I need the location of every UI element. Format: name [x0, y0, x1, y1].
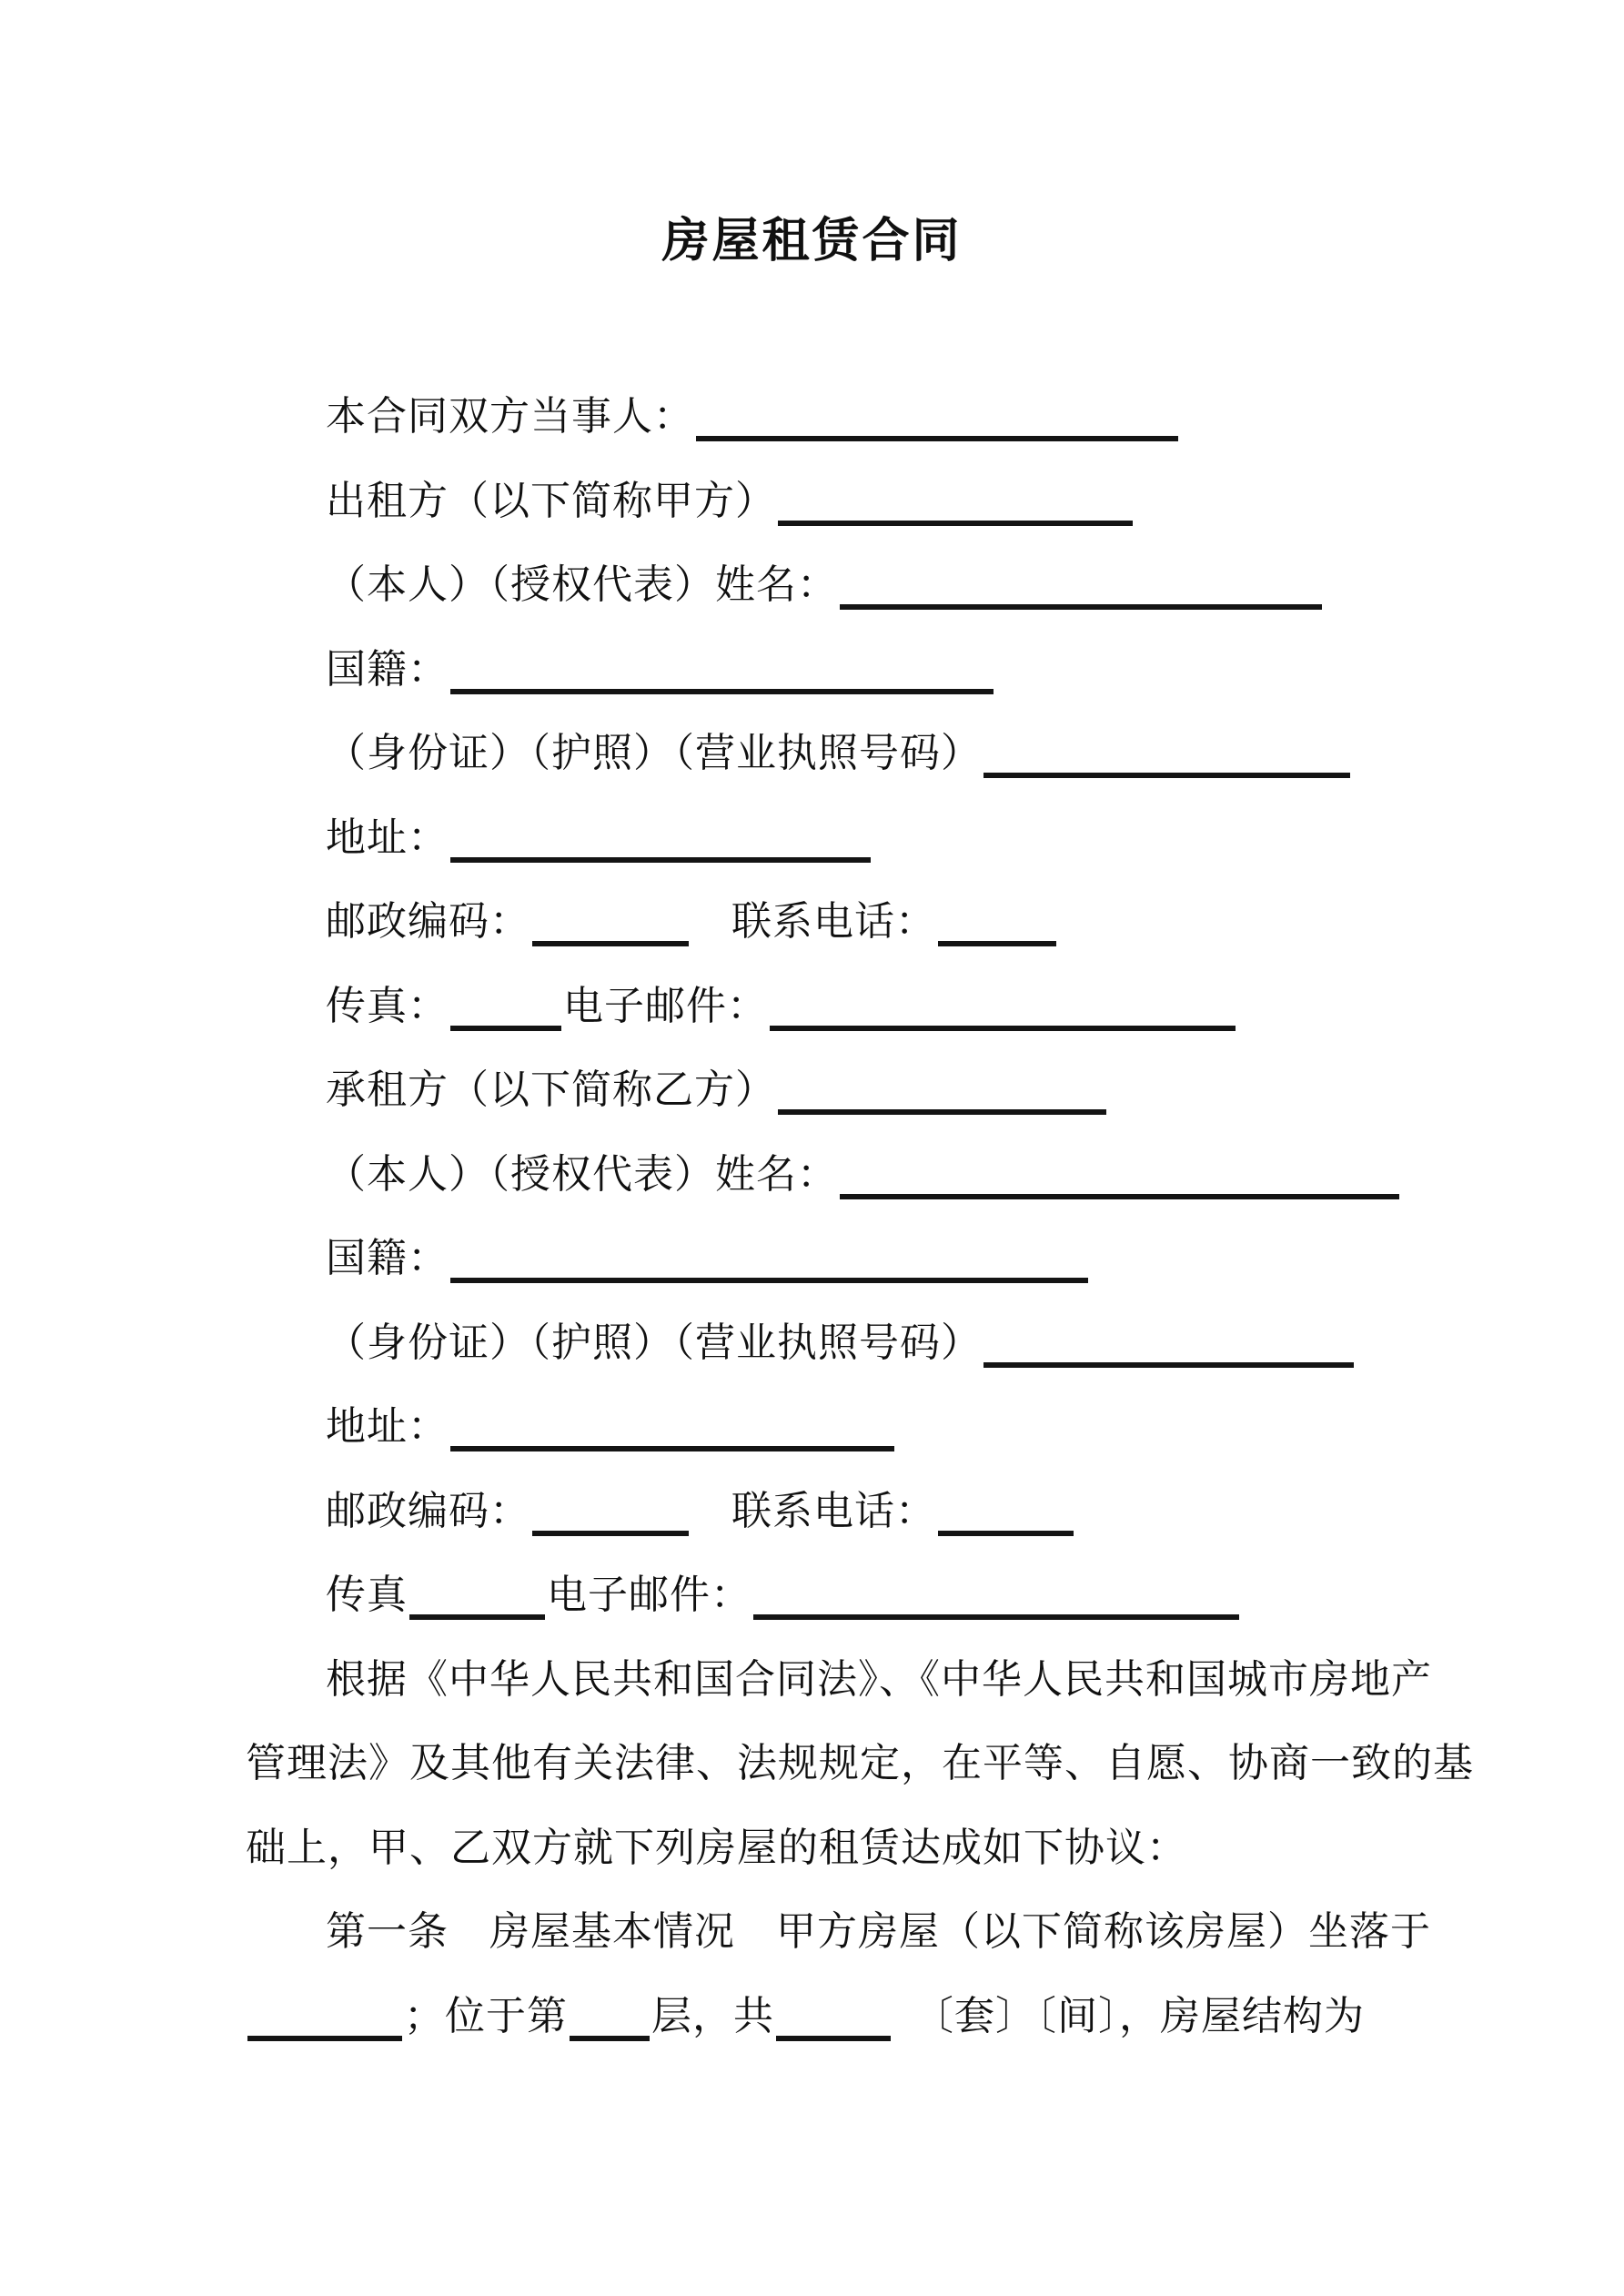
line-text: 联系电话： — [691, 1488, 936, 1533]
contract-line-11 — [246, 1217, 1519, 1301]
line-text: 出租方（以下简称甲方） — [326, 478, 776, 523]
line-text: 联系电话： — [691, 899, 936, 944]
fill-in-blank[interactable] — [840, 1194, 1399, 1199]
line-text: 国籍： — [326, 646, 449, 692]
contract-line-15 — [246, 1553, 1519, 1638]
line-text: 传真： — [326, 983, 449, 1028]
contract-line-1 — [246, 375, 1519, 460]
contract-line-16 — [246, 1638, 1519, 1723]
line-text: 层，共 — [651, 1993, 774, 2038]
line-text: （本人）（授权代表）姓名： — [326, 1151, 838, 1197]
line-text: 地址： — [326, 814, 449, 860]
contract-line-12 — [246, 1301, 1519, 1386]
contract-line-18 — [246, 1806, 1519, 1891]
contract-line-14 — [246, 1470, 1519, 1554]
contract-line-5 — [246, 712, 1519, 796]
contract-line-7 — [246, 880, 1519, 965]
line-text: 地址： — [326, 1404, 449, 1449]
line-text: 管理法》及其他有关法律、法规规定，在平等、自愿、协商一致的基 — [246, 1741, 1474, 1785]
document-title: 房屋租赁合同 — [661, 216, 963, 268]
fill-in-blank[interactable] — [983, 773, 1350, 778]
fill-in-blank[interactable] — [450, 857, 871, 863]
line-text: （本人）（授权代表）姓名： — [326, 562, 838, 607]
fill-in-blank[interactable] — [938, 941, 1056, 946]
line-text: ；位于第 — [404, 1993, 568, 2038]
fill-in-blank[interactable] — [532, 941, 689, 946]
fill-in-blank[interactable] — [247, 2036, 402, 2041]
line-text: 邮政编码： — [326, 1488, 530, 1533]
fill-in-blank[interactable] — [450, 689, 994, 694]
contract-line-3 — [246, 543, 1519, 628]
line-text: 本合同双方当事人： — [326, 394, 694, 439]
fill-in-blank[interactable] — [450, 1278, 1088, 1283]
fill-in-blank[interactable] — [450, 1026, 561, 1031]
contract-line-8 — [246, 965, 1519, 1049]
contract-line-2 — [246, 460, 1519, 544]
fill-in-blank[interactable] — [696, 436, 1178, 441]
line-text: 邮政编码： — [326, 899, 530, 944]
fill-in-blank[interactable] — [409, 1614, 545, 1620]
contract-line-13 — [246, 1385, 1519, 1470]
line-text: 电子邮件： — [547, 1573, 751, 1617]
contract-line-9 — [246, 1048, 1519, 1133]
contract-line-4 — [246, 628, 1519, 713]
line-text: （身份证）（护照）（营业执照号码） — [326, 1320, 982, 1365]
line-text: 第一条 房屋基本情况 甲方房屋（以下简称该房屋）坐落于 — [326, 1909, 1431, 1954]
line-text: 础上，甲、乙双方就下列房屋的租赁达成如下协议： — [246, 1825, 1187, 1870]
contract-line-10 — [246, 1133, 1519, 1218]
line-text: 电子邮件： — [563, 983, 768, 1028]
contract-line-6 — [246, 796, 1519, 881]
fill-in-blank[interactable] — [938, 1531, 1074, 1536]
contract-line-17 — [246, 1722, 1519, 1806]
line-text: 传真 — [326, 1573, 408, 1617]
line-text: 〔套〕〔间〕，房屋结构为 — [893, 1993, 1365, 2038]
fill-in-blank[interactable] — [770, 1026, 1236, 1031]
line-text: 根据《中华人民共和国合同法》、《中华人民共和国城市房地产 — [326, 1656, 1432, 1702]
fill-in-blank[interactable] — [532, 1531, 689, 1536]
line-text: （身份证）（护照）（营业执照号码） — [326, 731, 982, 775]
line-text: 国籍： — [326, 1236, 449, 1280]
fill-in-blank[interactable] — [570, 2036, 650, 2041]
contract-body — [246, 375, 1519, 2058]
fill-in-blank[interactable] — [776, 2036, 891, 2041]
fill-in-blank[interactable] — [778, 1109, 1106, 1115]
fill-in-blank[interactable] — [753, 1614, 1239, 1620]
line-text: 承租方（以下简称乙方） — [326, 1067, 776, 1112]
fill-in-blank[interactable] — [450, 1446, 894, 1451]
contract-line-20 — [246, 1975, 1519, 2059]
fill-in-blank[interactable] — [983, 1362, 1354, 1368]
fill-in-blank[interactable] — [840, 604, 1322, 610]
contract-line-19 — [246, 1890, 1519, 1975]
fill-in-blank[interactable] — [778, 521, 1133, 526]
